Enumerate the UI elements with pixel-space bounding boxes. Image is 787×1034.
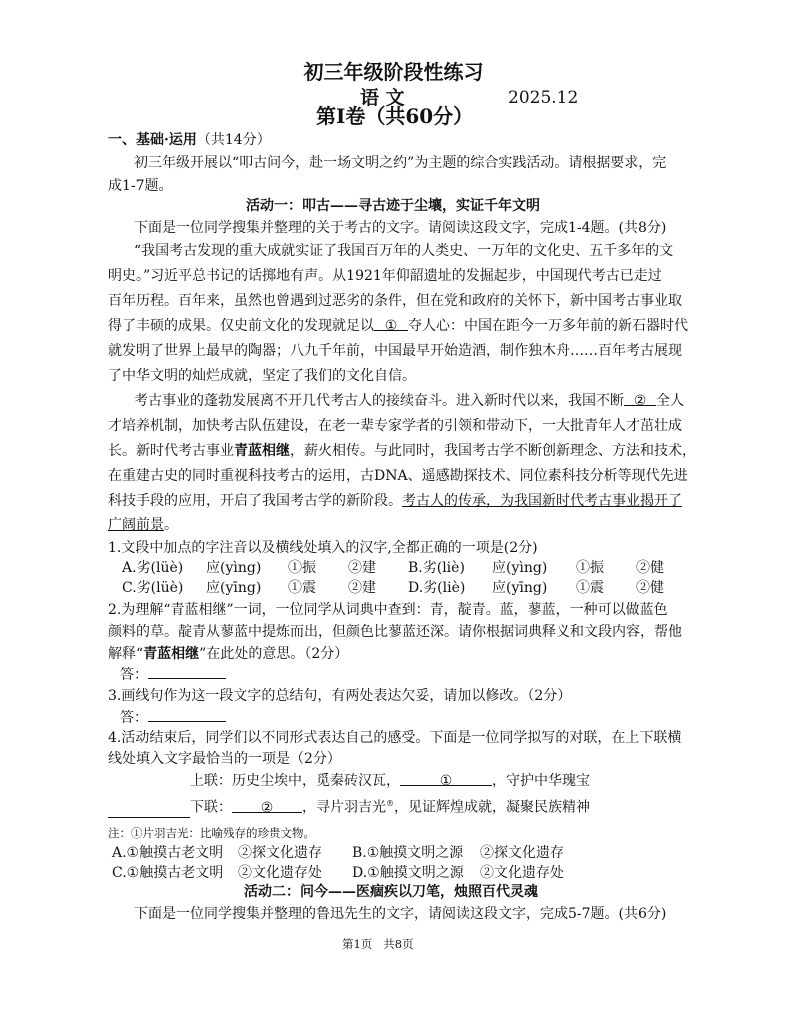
subject-label: 语 文 [360, 87, 405, 109]
passage-1-line-1: “我国考古发现的重大成就实证了我国百万年的人类史、一万年的文化史、五千多年的文 [134, 243, 674, 259]
question-1-stem: 1.文段中加点的字注音以及横线处填入的汉字,全都正确的一项是(2分) [108, 540, 538, 556]
passage-2-line-6-end: 。 [164, 517, 178, 533]
blank-2-number: ② [633, 393, 647, 409]
couplet-lower [190, 794, 590, 818]
question-3-answer-label: 答： [120, 710, 148, 726]
couplet-lower-b: ，寻片羽吉光 [302, 799, 386, 816]
option-b-blank-2: ②健 [636, 560, 664, 576]
couplet-blank-1 [400, 771, 492, 789]
section-heading [108, 130, 271, 150]
option-c-2: ②文化遗存处 [238, 865, 322, 881]
page-footer [342, 934, 414, 954]
option-b-1: B.①触摸文明之源 [352, 845, 464, 861]
option-c-pinyin: 应(yīng) [206, 580, 262, 596]
question-2-answer-line[interactable] [148, 664, 226, 679]
underlined-sentence-part-2: 广阔前景 [108, 517, 164, 533]
question-4-line-1: 4.活动结束后，同学们以不同形式表达自己的感受。下面是一位同学拟写的对联，在上下联横 [108, 730, 682, 746]
passage-1-line-5: 就发明了世界上最早的陶器；八九千年前，中国最早开始造酒，制作独木舟……百年考古展现 [108, 343, 682, 359]
question-2-line-1: 2.为理解“青蓝相继”一词，一位同学从词典中查到：青，靛青。蓝，蓼蓝，一种可以做蓝色 [108, 602, 668, 618]
option-b-char: B.劣(liè) [408, 560, 465, 576]
section-heading-note: （共14分） [196, 132, 271, 148]
passage-2-line-5 [108, 491, 682, 511]
question-2-term: 青蓝相继 [143, 646, 200, 662]
option-c-1: C.①触摸古老文明 [112, 865, 224, 881]
passage-2-line-1-a: 考古事业的蓬勃发展离不开几代考古人的接续奋斗。进入新时代以来，我国不断 [134, 393, 624, 409]
option-a-blank-1: ①振 [288, 560, 316, 576]
option-a-pinyin: 应(yìng) [206, 560, 262, 576]
option-b-2: ②探文化遗存 [480, 845, 564, 861]
section-heading-text: 一、基础·运用 [108, 132, 197, 148]
question-2-answer-label: 答： [120, 667, 148, 683]
exam-date: 2025.12 [508, 88, 579, 108]
blank-1-number: ① [384, 318, 398, 334]
couplet-upper [190, 771, 590, 791]
option-a-2: ②探文化遗存 [238, 845, 322, 861]
couplet-upper-a: 上联：历史尘埃中，觅秦砖汉瓦， [190, 773, 400, 789]
option-a-blank-2: ②建 [348, 560, 376, 576]
volume-title: 第Ⅰ卷（共60分） [316, 104, 474, 128]
question-4-options-row-1 [112, 843, 580, 863]
exam-title: 初三年级阶段性练习 [303, 60, 484, 84]
passage-1-line-3: 百年历程。百年来，虽然也曾遇到过恶劣的条件，但在党和政府的关怀下，新中国考古事业取 [108, 293, 682, 309]
blank-2 [624, 391, 656, 409]
blank-1 [374, 316, 408, 334]
couplet-blank-2-number: ② [260, 799, 274, 816]
question-2-line-3 [108, 644, 348, 664]
option-d-2: ②文化遗存处 [480, 865, 564, 881]
couplet-blank-1-number: ① [439, 773, 453, 789]
question-4-options-row-2 [112, 863, 580, 883]
page-number: 第1页 [342, 937, 373, 951]
activity-2-title: 活动二：问今——医痼疾以刀笔，烛照百代灵魂 [244, 884, 538, 900]
option-b-pinyin: 应(yìng) [492, 560, 548, 576]
passage-2-line-6 [108, 515, 178, 535]
question-3-answer-line[interactable] [148, 707, 226, 722]
passage-2-line-1 [134, 391, 684, 411]
couplet-lower-a: 下联： [190, 799, 232, 816]
option-d-blank-1: ①震 [576, 580, 604, 596]
passage-2-line-2: 才培养机制，加快考古队伍建设，在老一辈专家学者的引领和带动下，一大批青年人才茁壮成 [108, 418, 682, 434]
question-4-line-2: 线处填入文字最恰当的一项是（2分） [108, 751, 341, 767]
question-2-line-2: 颜料的草。靛青从蓼蓝中提炼而出，但颜色比蓼蓝还深。请你根据词典释义和文段内容，帮他 [108, 624, 682, 640]
option-d-blank-2: ②健 [636, 580, 664, 596]
passage-2-line-3-a: 长。新时代考古事业 [108, 443, 234, 459]
passage-2-line-1-b: 全人 [656, 393, 684, 409]
couplet-lower-c: ，见证辉煌成就，凝聚民族精神 [394, 799, 590, 816]
passage-2-line-3-b: ，薪火相传。与此同时，我国考古学不断创新理念、方法和技术， [290, 443, 696, 459]
option-a-1: A.①触摸古老文明 [112, 845, 224, 861]
passage-2-line-5-a: 科技手段的应用，开启了我国考古学的新阶段。 [108, 493, 402, 509]
passage-2-line-3 [108, 441, 696, 461]
activity-1-title: 活动一：叩古——寻古迹于尘壤，实证千年文明 [246, 198, 540, 214]
question-2-answer[interactable] [120, 664, 226, 685]
footnote-marker: ® [386, 799, 394, 808]
footnote: 注：①片羽吉光：比喻残存的珍贵文物。 [108, 826, 315, 840]
page-total: 共8页 [383, 937, 414, 951]
section-intro-line-2: 成1-7题。 [108, 178, 173, 194]
question-1-options-row-1 [122, 558, 686, 578]
option-c-blank-2: ②建 [348, 580, 376, 596]
question-2-line-3-a: 解释“ [108, 646, 144, 662]
underlined-sentence-part-1: 考古人的传承，为我国新时代考古事业揭开了 [402, 493, 682, 509]
option-a-char: A.劣(lüè) [122, 560, 184, 576]
question-2-line-3-c: ”在此处的意思。（2分） [199, 646, 349, 662]
qinglan-term: 青蓝相继 [234, 443, 290, 459]
passage-1-line-6: 了中华文明的灿烂成就，坚定了我们的文化自信。 [108, 368, 416, 384]
couplet-blank-2 [232, 798, 302, 816]
passage-1-line-2: 明史。”习近平总书记的话掷地有声。从1921年仰韶遗址的发掘起步，中国现代考古已走过 [108, 268, 662, 284]
option-d-1: D.①触摸文明之源 [352, 865, 464, 881]
option-d-pinyin: 应(yīng) [492, 580, 548, 596]
passage-2-line-4: 在重建古史的同时重视科技考古的运用，古DNA、遥感勘探技术、同位素科技分析等现代先进 [108, 468, 688, 484]
footnote-divider [108, 817, 190, 818]
question-3-line-1: 3.画线句作为这一段文字的总结句，有两处表达欠妥，请加以修改。（2分） [108, 688, 572, 704]
question-1-options-row-2 [122, 578, 686, 598]
activity-2-instruction: 下面是一位同学搜集并整理的鲁迅先生的文字，请阅读这段文字，完成5-7题。(共6分) [134, 906, 667, 922]
option-b-blank-1: ①振 [576, 560, 604, 576]
question-3-answer[interactable] [120, 707, 226, 728]
passage-1-line-4 [108, 316, 688, 336]
section-intro-line-1: 初三年级开展以“叩古问今，赴一场文明之约”为主题的综合实践活动。请根据要求，完 [134, 155, 667, 171]
option-c-char: C.劣(lüè) [122, 580, 184, 596]
option-d-char: D.劣(liè) [408, 580, 466, 596]
couplet-upper-b: ，守护中华瑰宝 [492, 773, 590, 789]
passage-1-line-4-b: 夺人心：中国在距今一万多年前的新石器时代 [408, 318, 688, 334]
passage-1-line-4-a: 得了丰硕的成果。仅史前文化的发现就足以 [108, 318, 374, 334]
activity-1-instruction: 下面是一位同学搜集并整理的关于考古的文字。请阅读这段文字，完成1-4题。(共8分) [134, 220, 667, 236]
option-c-blank-1: ①震 [288, 580, 316, 596]
